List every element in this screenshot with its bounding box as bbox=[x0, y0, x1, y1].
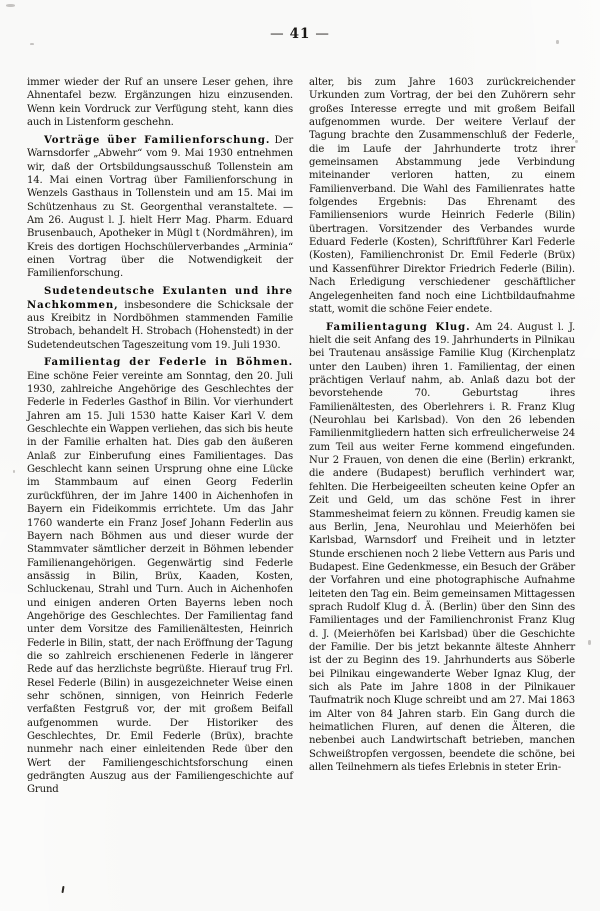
article-heading: Vorträge über Familienforschung. bbox=[44, 134, 271, 146]
paragraph-text: Der Warnsdorfer „Abwehr“ vom 9. Mai 1930 entnehmen wir, daß der Ortsbildungsausschuß Tollenstein am 14. Mai einen Vortrag über Familienforschung in Wenzels Gasthaus in Tollenstein und am 15. Mai im Schützenhaus zu St. Georgenthal veranstaltete. — Am 26. August l. J. hielt Herr Mag. Pharm. Eduard Brusenbauch, Apotheker in Mügl t (Nordmähren), im Kreis des dortigen Hochschülerverbandes „Arminia“ einen Vortrag über die Notwendigkeit der Familienforschung. bbox=[27, 134, 293, 280]
scan-speck bbox=[13, 470, 15, 473]
paragraph-text: Eine schöne Feier vereinte am Sonntag, den 20. Juli 1930, zahlreiche Angehörige des Geschlechtes der Federle in Federles Gasthof in Bilin. Vor vierhundert Jahren am 15. Juli 1530 hatte Kaiser Karl V. dem Geschlechte ein Wappen verliehen, das sich bis heute in der Familie erhalten hat. Dies gab den äußeren Anlaß zur Einberufung eines Familientages. Das Geschlecht kann seinen Ursprung ohne eine Lücke im Stammbaum auf einen Georg Federlin zurückführen, der im Jahre 1400 in Aichenhofen in Bayern ein Fideikommis errichtete. Um das Jahr 1760 wanderte ein Franz Josef Johann Federlin aus Bayern nach Böhmen aus und dieser wurde der Stammvater sämtlicher derzeit in Böhmen lebender Familienangehörigen. Gegenwärtig sind Federle ansässig in Bilin, Brüx, Kaaden, Kosten, Schluckenau, Strahl und Turn. Auch in Aichenhofen und einigen anderen Orten Bayerns leben noch Angehörige des Geschlechtes. Der Familientag fand unter dem Vorsitze des Familienältesten, Heinrich Federle in Bilin, statt, der nach Eröffnung der Tagung die so zahlreich erschienenen Federle in längerer Rede auf das herzlichste begrüßte. Hierauf trug Frl. Resel Federle (Bilin) in ausgezeichneter Weise einen sehr schönen, sinnigen, von Heinrich Federle verfaßten Festgruß vor, der mit großem Beifall aufgenommen wurde. Der Historiker des Geschlechtes, Dr. Emil Federle (Brüx), brachte nunmehr nach einer einleitenden Rede über den Wert der Familiengeschichtsforschung einen gedrängten Auszug aus der Familiengeschichte auf Grund bbox=[27, 370, 293, 796]
page-header bbox=[0, 26, 600, 42]
header-dash-left: — bbox=[270, 26, 285, 42]
scan-speck bbox=[6, 4, 15, 7]
article-sudetendeutsche-exulanten bbox=[27, 285, 293, 352]
scan-speck bbox=[575, 140, 578, 143]
paragraph-text: insbesondere die Schicksale der aus Kreibitz in Nordböhmen stammenden Familie Strobach, behandelt H. Strobach (Hohenstedt) in der Sudetendeutschen Tageszeitung vom 19. Juli 1930. bbox=[27, 299, 293, 351]
scan-speck bbox=[30, 43, 34, 45]
paragraph-text: immer wieder der Ruf an unsere Leser gehen, ihre Ahnentafel bezw. Ergänzungen hizu einzusenden. Wenn kein Vordruck zur Verfügung steht, kann dies auch in Listenform geschehn. bbox=[27, 77, 293, 129]
article-familientag-der-federle bbox=[27, 356, 293, 796]
stray-ink-mark bbox=[61, 886, 64, 893]
header-dash-right: — bbox=[315, 26, 330, 42]
left-column bbox=[27, 76, 293, 876]
article-heading: Familientagung Klug. bbox=[326, 321, 471, 333]
scan-speck bbox=[588, 640, 591, 645]
page-number: 41 bbox=[289, 26, 311, 42]
paragraph-federle-continuation bbox=[309, 76, 575, 316]
two-column-body bbox=[27, 76, 575, 876]
article-heading: Familientag der Federle in Böhmen. bbox=[44, 357, 293, 369]
paragraph-text: Am 24. August l. J. hielt die seit Anfang des 19. Jahrhunderts in Pilnikau bei Trautenau ansässige Familie Klug (Kirchenplatz unter den Lauben) ihren 1. Familientag, der einen prächtigen Verlauf nahm, ab. Anlaß dazu bot der bevorstehende 70. Geburtstag ihres Familienältesten, des Oberlehrers i. R. Franz Klug (Neurohlau bei Karlsbad). Von den 26 lebenden Familienmitgliedern hatten sich erfreulicherweise 24 zum Teil aus weiter Ferne kommend eingefunden. Nur 2 Frauen, von denen die eine (Berlin) erkrankt, die andere (Budapest) beruflich verhindert war, fehlten. Die Herbeigeeilten scheuten keine Opfer an Zeit und Geld, um das schöne Fest in ihrer Stammesheimat feiern zu können. Freudig kamen sie aus Berlin, Jena, Neurohlau und Meierhöfen bei Karlsbad, Warnsdorf und Freiheit und in letzter Stunde erschienen noch 2 liebe Vettern aus Paris und Budapest. Eine Gedenkmesse, ein Besuch der Gräber der Vorfahren und eine photographische Aufnahme leiteten den Tag ein. Beim gemeinsamen Mittagessen sprach Rudolf Klug d. Ä. (Berlin) über den Sinn des Familientages und der Familienchronist Franz Klug d. J. (Meierhöfen bei Karlsbad) über die Geschichte der Familie. Der bis jetzt bekannte älteste Ahnherr ist der zu Beginn des 19. Jahrhunderts aus Söberle bei Pilnikau eingewanderte Weber Ignaz Klug, der sich als Pate im Jahre 1808 in der Pilnikauer Taufmatrik noch Kluge schreibt und am 27. Mai 1863 im Alter von 84 Jahren starb. Ein Gang durch die heimatlichen Fluren, auf denen die Älteren, die nebenbei auch Landwirtschaft betrieben, manchen Schweißtropfen vergossen, beendete die schöne, bei allen Teilnehmern als tiefes Erlebnis in steter Erin- bbox=[309, 321, 575, 774]
paragraph-continuation bbox=[27, 76, 293, 129]
article-familientagung-klug bbox=[309, 321, 575, 775]
article-heading: Sudetendeutsche Exulanten und ihre Nachkommen, bbox=[27, 286, 293, 311]
article-vortraege-ueber-familienforschung bbox=[27, 134, 293, 281]
right-column bbox=[309, 76, 575, 876]
paragraph-text: alter, bis zum Jahre 1603 zurückreichender Urkunden zum Vortrag, der bei den Zuhörern sehr großes Interesse erregte und mit großem Beifall aufgenommen wurde. Der weitere Verlauf der Tagung brachte den Zusammenschluß der Federle, die im Laufe der Jahrhunderte trotz ihrer gemeinsamen Abstammung jede Verbindung miteinander verloren hatten, zu einem Familienverband. Die Wahl des Familienrates hatte folgendes Ergebnis: Das Ehrenamt des Familienseniors wurde Heinrich Federle (Bilin) übertragen. Vorsitzender des Verbandes wurde Eduard Federle (Kosten), Schriftführer Karl Federle (Kosten), Familienchronist Dr. Emil Federle (Brüx) und Kassenführer Direktor Friedrich Federle (Bilin). Nach Erledigung verschiedener geschäftlicher Angelegenheiten fand noch eine Lichtbildaufnahme statt, womit die schöne Feier endete. bbox=[309, 77, 575, 315]
